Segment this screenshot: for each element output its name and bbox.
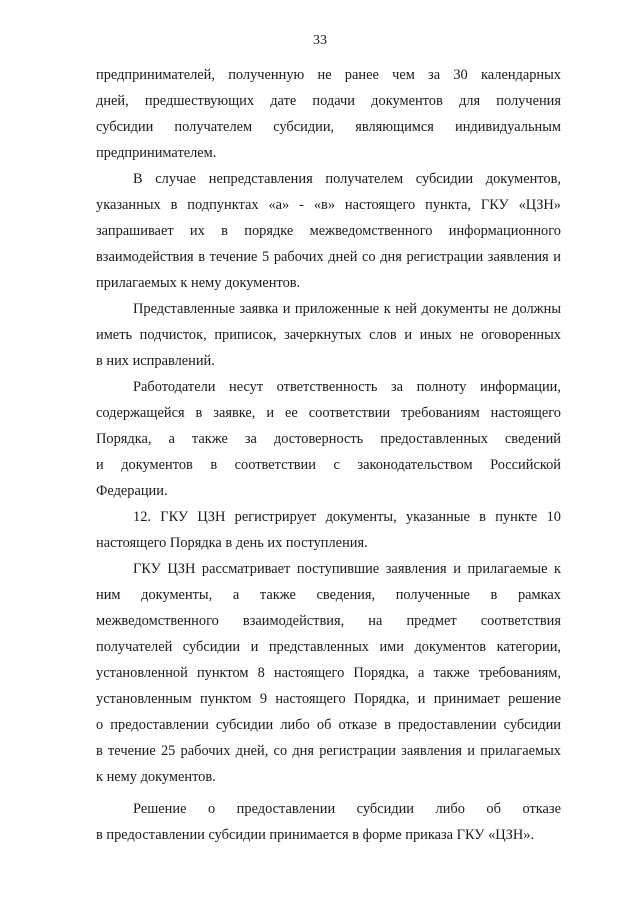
text-line: ГКУ ЦЗН рассматривает поступившие заявления и прилагаемые к bbox=[133, 561, 561, 577]
text-line: содержащейся в заявке, и ее соответствии требованиям настоящего bbox=[96, 405, 561, 421]
text-line: в них исправлений. bbox=[96, 353, 215, 369]
text-line: Решение о предоставлении субсидии либо об отказе bbox=[133, 801, 561, 817]
text-line: Федерации. bbox=[96, 483, 168, 499]
text-line: о предоставлении субсидии либо об отказе в предоставлении субсидии bbox=[96, 717, 561, 733]
text-line: указанных в подпунктах «а» - «в» настоящего пункта, ГКУ «ЦЗН» bbox=[96, 197, 561, 213]
text-line: предпринимателей, полученную не ранее чем за 30 календарных bbox=[96, 67, 561, 83]
text-line: в предоставлении субсидии принимается в форме приказа ГКУ «ЦЗН». bbox=[96, 827, 535, 843]
text-line: получателей субсидии и представленных ими документов категории, bbox=[96, 639, 561, 655]
text-line: В случае непредставления получателем субсидии документов, bbox=[133, 171, 561, 187]
text-line: дней, предшествующих дате подачи документов для получения bbox=[96, 93, 561, 109]
text-line: межведомственного взаимодействия, на предмет соответствия bbox=[96, 613, 561, 629]
text-line: запрашивает их в порядке межведомственного информационного bbox=[96, 223, 561, 239]
text-line: настоящего Порядка в день их поступления. bbox=[96, 535, 368, 551]
text-line: и документов в соответствии с законодательством Российской bbox=[96, 457, 561, 473]
page-number: 33 bbox=[313, 33, 327, 48]
text-line: Работодатели несут ответственность за полноту информации, bbox=[133, 379, 561, 395]
text-line: иметь подчисток, приписок, зачеркнутых слов и иных не оговоренных bbox=[96, 327, 561, 343]
text-line: субсидии получателем субсидии, являющимся индивидуальным bbox=[96, 119, 561, 135]
text-line: установленной пунктом 8 настоящего Порядка, а также требованиям, bbox=[96, 665, 561, 681]
text-line: ним документы, а также сведения, полученные в рамках bbox=[96, 587, 561, 603]
text-line: взаимодействия в течение 5 рабочих дней со дня регистрации заявления и bbox=[96, 249, 561, 265]
text-line: предпринимателем. bbox=[96, 145, 217, 161]
text-line: прилагаемых к нему документов. bbox=[96, 275, 301, 291]
text-line: установленным пунктом 9 настоящего Порядка, и принимает решение bbox=[96, 691, 561, 707]
text-line: Представленные заявка и приложенные к ней документы не должны bbox=[133, 301, 561, 317]
text-line: 12. ГКУ ЦЗН регистрирует документы, указанные в пункте 10 bbox=[133, 509, 561, 525]
text-line: Порядка, а также за достоверность предоставленных сведений bbox=[96, 431, 561, 447]
text-line: к нему документов. bbox=[96, 769, 216, 785]
text-line: в течение 25 рабочих дней, со дня регистрации заявления и прилагаемых bbox=[96, 743, 561, 759]
